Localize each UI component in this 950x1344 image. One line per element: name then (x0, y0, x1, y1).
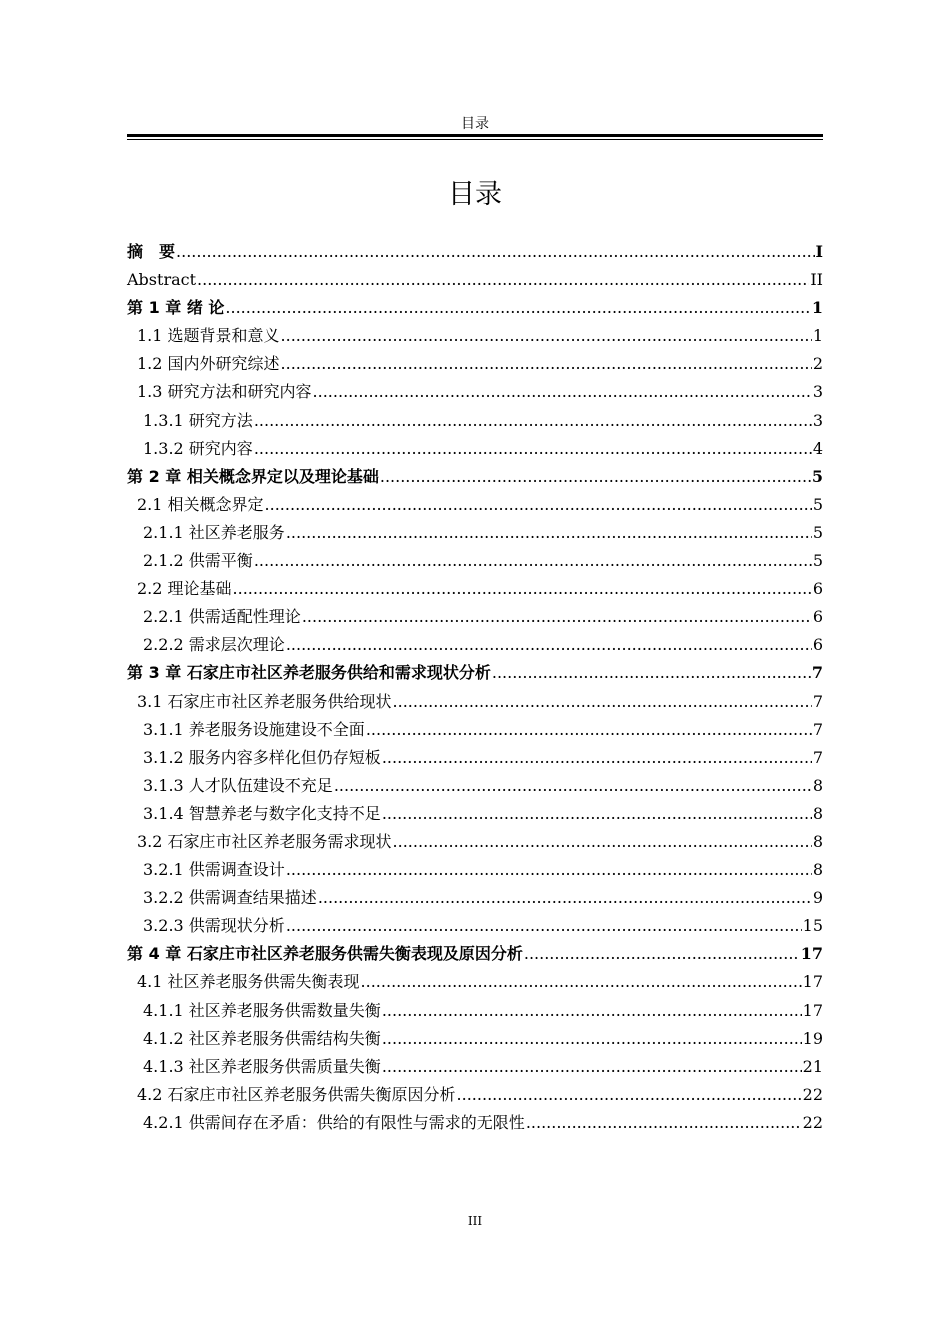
dot-leader (524, 940, 800, 968)
dot-leader (380, 463, 811, 491)
dot-leader (254, 407, 812, 435)
toc-entry-page: 21 (802, 1056, 823, 1076)
toc-entry-subsection[interactable] (127, 884, 823, 912)
toc-entry-text: 1.3 研究方法和研究内容 (137, 382, 312, 402)
dot-leader (393, 688, 812, 716)
toc-entry-text: 3.2.3 供需现状分析 (143, 916, 285, 936)
toc-entry-section[interactable] (127, 575, 823, 603)
toc-entry-text: 1.1 选题背景和意义 (137, 326, 280, 346)
toc-entry-subsection[interactable] (127, 1109, 823, 1137)
dot-leader (366, 716, 812, 744)
toc-entry-subsection[interactable] (127, 1053, 823, 1081)
toc-entry-text: 2.2.2 需求层次理论 (143, 635, 285, 655)
toc-entry-abstract-en[interactable] (127, 266, 823, 294)
toc-entry-page: 7 (812, 719, 823, 739)
toc-entry-text: 1.3.2 研究内容 (143, 438, 253, 458)
toc-entry-section[interactable] (127, 688, 823, 716)
dot-leader (233, 575, 812, 603)
toc-entry-page: 1 (812, 326, 823, 346)
toc-entry-text: 4.1.2 社区养老服务供需结构失衡 (143, 1028, 381, 1048)
toc-entry-subsection[interactable] (127, 744, 823, 772)
toc-entry-page: 5 (812, 522, 823, 542)
dot-leader (382, 800, 812, 828)
toc-entry-page: 3 (812, 382, 823, 402)
dot-leader (382, 997, 802, 1025)
toc-entry-page: 22 (802, 1084, 823, 1104)
dot-leader (393, 828, 812, 856)
toc-entry-subsection[interactable] (127, 435, 823, 463)
dot-leader (361, 968, 802, 996)
toc-entry-page: 17 (802, 1000, 823, 1020)
toc-entry-subsection[interactable] (127, 912, 823, 940)
toc-entry-text: 3.2.2 供需调查结果描述 (143, 888, 317, 908)
dot-leader (492, 659, 811, 687)
toc-entry-page: 2 (812, 354, 823, 374)
toc-entry-text: 第 2 章 相关概念界定以及理论基础 (127, 466, 379, 486)
toc-entry-text: 1.3.1 研究方法 (143, 410, 253, 430)
toc-entry-section[interactable] (127, 491, 823, 519)
dot-leader (197, 266, 809, 294)
toc-title: 目录 (448, 179, 502, 210)
table-of-contents (127, 238, 823, 1137)
toc-entry-page: 8 (812, 803, 823, 823)
toc-entry-text: 第 1 章 绪 论 (127, 298, 225, 318)
toc-entry-abstract-cn[interactable] (127, 238, 823, 266)
toc-entry-page: 8 (812, 860, 823, 880)
toc-entry-text: 3.2.1 供需调查设计 (143, 860, 285, 880)
toc-entry-page: 8 (812, 775, 823, 795)
toc-entry-page: 17 (800, 944, 823, 964)
toc-entry-text: 4.1.1 社区养老服务供需数量失衡 (143, 1000, 381, 1020)
toc-entry-text: 4.2.1 供需间存在矛盾：供给的有限性与需求的无限性 (143, 1112, 525, 1132)
dot-leader (302, 603, 812, 631)
toc-entry-page: 6 (812, 635, 823, 655)
toc-entry-text: 3.1 石家庄市社区养老服务供给现状 (137, 691, 392, 711)
dot-leader (265, 491, 812, 519)
toc-entry-section[interactable] (127, 1081, 823, 1109)
toc-entry-page: 5 (811, 466, 823, 486)
dot-leader (457, 1081, 802, 1109)
toc-entry-subsection[interactable] (127, 856, 823, 884)
dot-leader (334, 772, 812, 800)
toc-entry-section[interactable] (127, 350, 823, 378)
toc-entry-text: 摘 要 (127, 242, 176, 261)
dot-leader (286, 856, 812, 884)
dot-leader (286, 519, 812, 547)
dot-leader (286, 631, 812, 659)
toc-entry-text: 2.1.1 社区养老服务 (143, 522, 285, 542)
toc-entry-subsection[interactable] (127, 997, 823, 1025)
running-header: 目录 (461, 116, 489, 132)
toc-entry-page: 7 (812, 691, 823, 711)
toc-entry-page: II (810, 270, 823, 290)
toc-entry-subsection[interactable] (127, 407, 823, 435)
toc-entry-page: 8 (812, 831, 823, 851)
toc-entry-page: 1 (811, 298, 823, 318)
page-number: III (467, 1214, 483, 1228)
toc-entry-section[interactable] (127, 968, 823, 996)
toc-entry-page: 4 (812, 438, 823, 458)
toc-entry-subsection[interactable] (127, 800, 823, 828)
dot-leader (281, 322, 812, 350)
toc-entry-chapter-1[interactable] (127, 294, 823, 322)
toc-entry-page: 19 (802, 1028, 823, 1048)
dot-leader (286, 912, 802, 940)
toc-entry-subsection[interactable] (127, 631, 823, 659)
toc-entry-text: 1.2 国内外研究综述 (137, 354, 280, 374)
toc-entry-subsection[interactable] (127, 1025, 823, 1053)
toc-entry-section[interactable] (127, 322, 823, 350)
toc-entry-section[interactable] (127, 378, 823, 406)
toc-entry-text: 2.2.1 供需适配性理论 (143, 607, 301, 627)
toc-entry-chapter-3[interactable] (127, 659, 823, 687)
dot-leader (318, 884, 812, 912)
toc-entry-page: 6 (812, 607, 823, 627)
toc-entry-subsection[interactable] (127, 519, 823, 547)
toc-entry-subsection[interactable] (127, 547, 823, 575)
header-rule-thin (127, 139, 823, 140)
toc-entry-text: 4.1.3 社区养老服务供需质量失衡 (143, 1056, 381, 1076)
toc-entry-page: 6 (812, 579, 823, 599)
toc-entry-text: 2.2 理论基础 (137, 579, 232, 599)
dot-leader (382, 1025, 802, 1053)
toc-entry-page: 3 (812, 410, 823, 430)
toc-entry-text: 2.1.2 供需平衡 (143, 551, 253, 571)
dot-leader (254, 547, 812, 575)
toc-entry-text: 第 3 章 石家庄市社区养老服务供给和需求现状分析 (127, 663, 491, 683)
toc-entry-text: 3.1.2 服务内容多样化但仍存短板 (143, 747, 381, 767)
toc-entry-subsection[interactable] (127, 716, 823, 744)
toc-entry-page: 17 (802, 972, 823, 992)
toc-entry-page: 7 (811, 663, 823, 683)
dot-leader (313, 378, 812, 406)
toc-entry-subsection[interactable] (127, 603, 823, 631)
toc-entry-page: 15 (802, 916, 823, 936)
toc-entry-section[interactable] (127, 828, 823, 856)
toc-entry-text: 3.1.3 人才队伍建设不充足 (143, 775, 333, 795)
toc-entry-page: I (815, 242, 823, 261)
dot-leader (176, 238, 815, 266)
toc-entry-chapter-2[interactable] (127, 463, 823, 491)
toc-entry-text: 2.1 相关概念界定 (137, 494, 264, 514)
dot-leader (382, 1053, 802, 1081)
dot-leader (254, 435, 812, 463)
dot-leader (382, 744, 812, 772)
toc-entry-text: 4.1 社区养老服务供需失衡表现 (137, 972, 360, 992)
toc-entry-text: 4.2 石家庄市社区养老服务供需失衡原因分析 (137, 1084, 456, 1104)
toc-entry-page: 9 (812, 888, 823, 908)
toc-entry-page: 22 (802, 1112, 823, 1132)
toc-entry-text: 第 4 章 石家庄市社区养老服务供需失衡表现及原因分析 (127, 944, 523, 964)
toc-entry-text: 3.1.4 智慧养老与数字化支持不足 (143, 803, 381, 823)
toc-entry-chapter-4[interactable] (127, 940, 823, 968)
toc-entry-text: Abstract (127, 270, 197, 290)
toc-entry-subsection[interactable] (127, 772, 823, 800)
toc-entry-page: 5 (812, 494, 823, 514)
dot-leader (526, 1109, 802, 1137)
toc-entry-page: 5 (812, 551, 823, 571)
toc-entry-page: 7 (812, 747, 823, 767)
toc-entry-text: 3.1.1 养老服务设施建设不全面 (143, 719, 365, 739)
header-rule-thick (127, 134, 823, 137)
toc-entry-text: 3.2 石家庄市社区养老服务需求现状 (137, 831, 392, 851)
dot-leader (225, 294, 810, 322)
dot-leader (281, 350, 812, 378)
